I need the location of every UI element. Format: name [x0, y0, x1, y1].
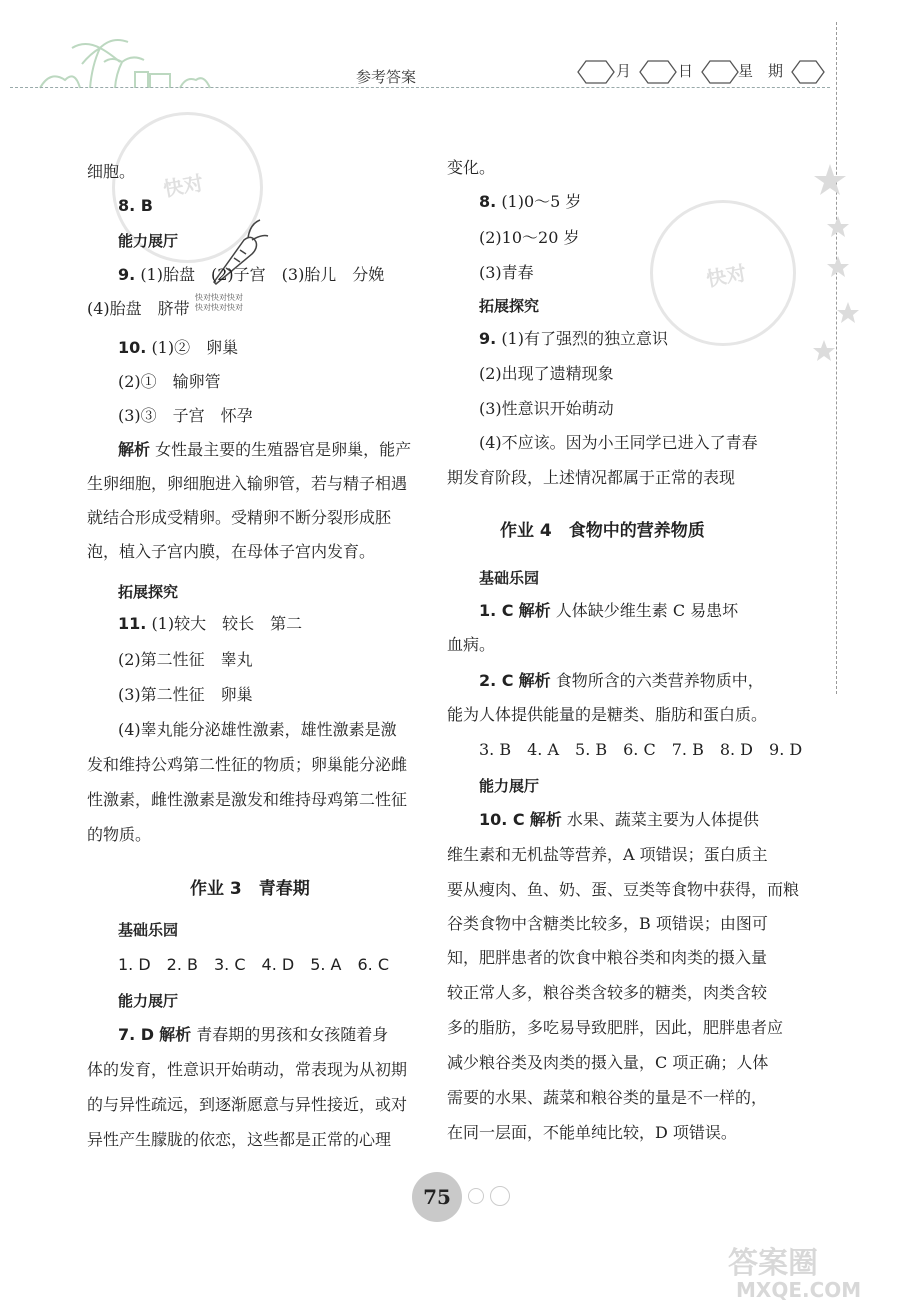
- right-q9-line-5: 期发育阶段，上述情况都属于正常的表现: [447, 468, 736, 487]
- left-jiexi-line-4: 泡，植入子宫内膜，在母体子宫内发育。: [87, 542, 376, 561]
- kuaidui-stamp-right-text: 快对: [704, 260, 749, 292]
- right-q8-line-2: (2)10～20 岁: [479, 228, 580, 247]
- header-dashed-line: [10, 87, 830, 88]
- left-q11-line-1: [118, 614, 302, 634]
- kuaidui-stamp-left-text: 快对: [161, 170, 206, 202]
- weekday-label-1: 星: [738, 62, 754, 80]
- left-q11-line-5: 发和维持公鸡第二性征的物质；卵巢能分泌雌: [87, 755, 408, 774]
- left-heading-jichu: 基础乐园: [118, 921, 179, 939]
- page-deco-circle-1: [468, 1188, 484, 1204]
- date-box-frame-icon: [576, 58, 826, 86]
- left-jiexi-line-3: 就结合形成受精卵。受精卵不断分裂形成胚: [87, 508, 392, 527]
- left-q11-line-4: (4)睾丸能分泌雄性激素，雄性激素是激: [118, 720, 397, 739]
- left-line-1: 细胞。: [87, 162, 136, 181]
- day-label: 日: [678, 62, 694, 80]
- right-q10-jiexi-label: 解析: [529, 810, 562, 829]
- left-q11-line-6: 性激素，雌性激素是激发和维持母鸡第二性征: [87, 790, 408, 809]
- q11-text-1: (1)较大 较长 第二: [151, 614, 303, 633]
- left-q7-line-1: [118, 1025, 388, 1045]
- left-q11-line-7: 的物质。: [87, 825, 152, 844]
- right-q10-line-1: [479, 810, 759, 830]
- right-q1-text-1: 人体缺少维生素 C 易患坏: [555, 601, 739, 620]
- right-q2-number: 2. C: [479, 671, 514, 690]
- right-q9-line-4: (4)不应该。因为小王同学已进入了青春: [479, 433, 758, 452]
- right-heading-tuozhan: 拓展探究: [479, 297, 540, 315]
- left-q7-line-4: 异性产生朦胧的依恋，这些都是正常的心理: [87, 1130, 392, 1149]
- right-q1-line-1: [479, 601, 738, 621]
- right-q10-line-2: 维生素和无机盐等营养，A 项错误；蛋白质主: [447, 845, 768, 864]
- right-q2-jiexi-label: 解析: [518, 671, 551, 690]
- right-q10-line-7: 多的脂肪，多吃易导致肥胖，因此，肥胖患者应: [447, 1018, 784, 1037]
- right-q10-number: 10. C: [479, 810, 525, 829]
- site-watermark-logo: 答案圈: [728, 1246, 818, 1281]
- right-q2-line-1: [479, 671, 764, 691]
- jiexi-text-1: 女性最主要的生殖器官是卵巢，能产: [155, 440, 412, 459]
- q7-text-1: 青春期的男孩和女孩随着身: [196, 1025, 389, 1044]
- left-heading-nengli: 能力展厅: [118, 232, 179, 250]
- right-q2-line-2: 能为人体提供能量的是糖类、脂肪和蛋白质。: [447, 705, 768, 724]
- left-q7-line-2: 体的发育，性意识开始萌动，常表现为从初期: [87, 1060, 408, 1079]
- right-q10-line-10: 在同一层面，不能单纯比较，D 项错误。: [447, 1123, 737, 1142]
- jiexi-label: 解析: [118, 440, 151, 459]
- right-line-1: 变化。: [447, 158, 496, 177]
- left-jiexi-line-1: [118, 440, 411, 460]
- q9-number: 9.: [118, 265, 136, 284]
- right-heading-nengli: 能力展厅: [479, 777, 540, 795]
- right-heading-jichu: 基础乐园: [479, 569, 540, 587]
- stamp-tiny-text-2: 快对快对快对: [195, 303, 243, 312]
- right-q9-number: 9.: [479, 329, 497, 348]
- left-jiexi-line-2: 生卵细胞，卵细胞进入输卵管，若与精子相遇: [87, 474, 408, 493]
- right-q10-text-1: 水果、蔬菜主要为人体提供: [566, 810, 759, 829]
- q10-number: 10.: [118, 338, 147, 357]
- stars-decoration-icon: [808, 160, 868, 370]
- right-q10-line-9: 需要的水果、蔬菜和粮谷类的量是不一样的，: [447, 1088, 768, 1107]
- right-q10-line-4: 谷类食物中含糖类比较多，B 项错误；由图可: [447, 914, 768, 933]
- left-heading-tuozhan: 拓展探究: [118, 583, 179, 601]
- site-watermark-url: MXQE.COM: [736, 1278, 862, 1302]
- month-label: 月: [616, 62, 632, 80]
- left-q9-line-2: (4)胎盘 脐带: [87, 299, 190, 318]
- right-q8-line-3: (3)青春: [479, 263, 534, 282]
- right-q9-text-1: (1)有了强烈的独立意识: [501, 329, 668, 348]
- left-q10-line-2: (2)① 输卵管: [118, 372, 221, 391]
- left-q10-line-3: (3)③ 子宫 怀孕: [118, 406, 253, 425]
- right-q1-jiexi-label: 解析: [518, 601, 551, 620]
- right-q9-line-1: [479, 329, 668, 349]
- left-q11-line-2: (2)第二性征 睾丸: [118, 650, 253, 669]
- right-q10-line-3: 要从瘦肉、鱼、奶、蛋、豆类等食物中获得，而粮: [447, 880, 800, 899]
- q7-number: 7. D: [118, 1025, 155, 1044]
- right-q1-number: 1. C: [479, 601, 514, 620]
- left-q7-line-3: 的与异性疏远，到逐渐愿意与异性接近，或对: [87, 1095, 408, 1114]
- right-q10-line-8: 减少粮谷类及肉类的摄入量，C 项正确；人体: [447, 1053, 769, 1072]
- right-q8-line-1: [479, 192, 581, 212]
- right-q8-text-1: (1)0～5 岁: [501, 192, 582, 211]
- right-q10-line-5: 知，肥胖患者的饮食中粮谷类和肉类的摄入量: [447, 948, 768, 967]
- q10-text-1: (1)② 卵巢: [151, 338, 239, 357]
- page-deco-circle-2: [490, 1186, 510, 1206]
- section-title-4: 作业 4 食物中的营养物质: [500, 521, 705, 541]
- left-q11-line-3: (3)第二性征 卵巢: [118, 685, 253, 704]
- stamp-tiny-text-1: 快对快对快对: [195, 293, 243, 302]
- left-q10-line-1: [118, 338, 238, 358]
- right-q2-text-1: 食物所含的六类营养物质中，: [555, 671, 764, 690]
- right-q9-line-3: (3)性意识开始萌动: [479, 399, 614, 418]
- weekday-label-2: 期: [768, 62, 784, 80]
- page-number: 75: [412, 1172, 462, 1222]
- right-q8-number: 8.: [479, 192, 497, 211]
- page-header-title: 参考答案: [356, 68, 417, 86]
- left-q9-line-1: [118, 265, 384, 285]
- q11-number: 11.: [118, 614, 147, 633]
- left-answer-8: 8. B: [118, 196, 153, 215]
- q9-text-1: (1)胎盘 (2)子宫 (3)胎儿 分娩: [140, 265, 385, 284]
- section-title-3: 作业 3 青春期: [190, 879, 310, 899]
- left-answers-1-6: 1. D 2. B 3. C 4. D 5. A 6. C: [118, 955, 390, 974]
- right-q9-line-2: (2)出现了遗精现象: [479, 364, 614, 383]
- right-answers-3-9: 3. B 4. A 5. B 6. C 7. B 8. D 9. D: [479, 740, 803, 759]
- q7-jiexi-label: 解析: [159, 1025, 192, 1044]
- left-heading-nengli-2: 能力展厅: [118, 992, 179, 1010]
- right-q1-line-2: 血病。: [447, 635, 496, 654]
- palm-tree-decoration-icon: [20, 30, 220, 90]
- right-q10-line-6: 较正常人多，粮谷类含较多的糖类，肉类含较: [447, 983, 768, 1002]
